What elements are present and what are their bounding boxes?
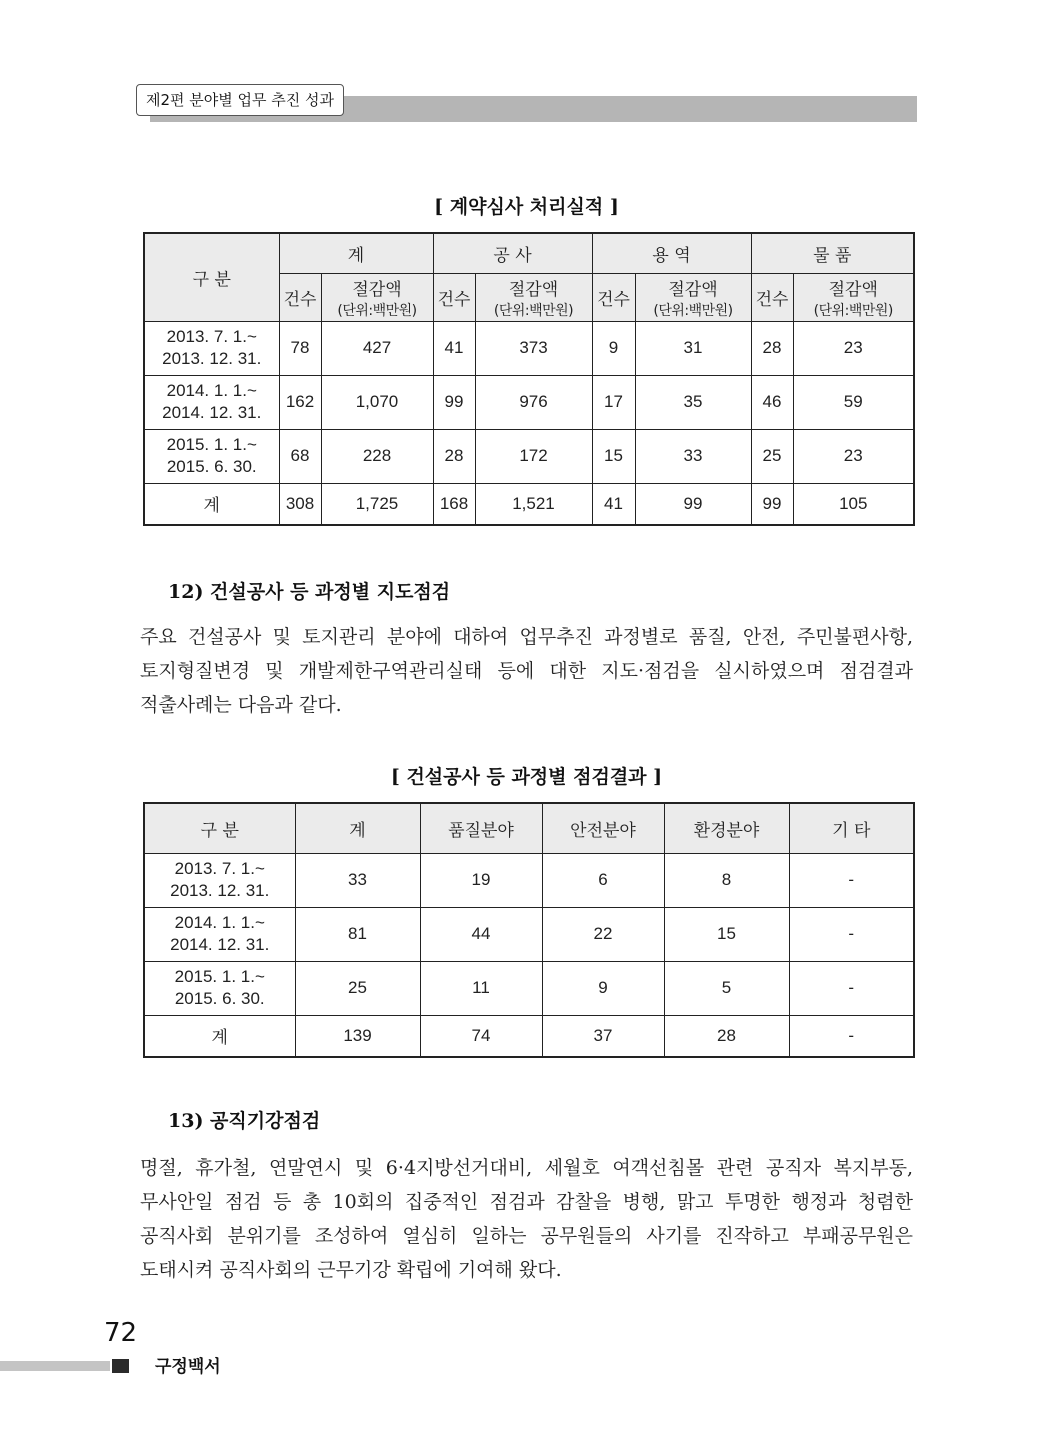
cell: 9 <box>542 961 664 1015</box>
table-row <box>144 961 914 1015</box>
header-group-construction: 공 사 <box>433 233 592 273</box>
cell: 105 <box>793 483 914 525</box>
cell: 15 <box>664 907 789 961</box>
cell: 23 <box>793 429 914 483</box>
cell: 22 <box>542 907 664 961</box>
cell: 31 <box>635 321 751 375</box>
cell: 68 <box>279 429 321 483</box>
header-amount: 절감액 (단위:백만원) <box>475 273 592 321</box>
header-other: 기 타 <box>789 803 914 853</box>
header-group-goods: 물 품 <box>751 233 914 273</box>
cell: 6 <box>542 853 664 907</box>
header-count: 건수 <box>433 273 475 321</box>
total-row <box>144 1015 914 1057</box>
cell: 976 <box>475 375 592 429</box>
book-title: 구정백서 <box>155 1357 221 1377</box>
period-cell: 2013. 7. 1.~ 2013. 12. 31. <box>144 321 279 375</box>
section-13-title: 13) 공직기강점검 <box>168 1110 321 1132</box>
header-amount: 절감액 (단위:백만원) <box>635 273 751 321</box>
inspection-results-table <box>143 802 915 1058</box>
cell: 308 <box>279 483 321 525</box>
period-cell: 2014. 1. 1.~ 2014. 12. 31. <box>144 907 295 961</box>
cell: - <box>789 853 914 907</box>
table-row <box>144 375 914 429</box>
cell: 37 <box>542 1015 664 1057</box>
cell: 33 <box>295 853 420 907</box>
cell: 427 <box>321 321 433 375</box>
header-count: 건수 <box>592 273 635 321</box>
cell: 9 <box>592 321 635 375</box>
table2-title: [ 건설공사 등 과정별 점검결과 ] <box>390 766 663 788</box>
cell: 1,725 <box>321 483 433 525</box>
cell: 59 <box>793 375 914 429</box>
cell: 74 <box>420 1015 542 1057</box>
table-row <box>144 429 914 483</box>
cell: 46 <box>751 375 793 429</box>
header-count: 건수 <box>279 273 321 321</box>
cell: 11 <box>420 961 542 1015</box>
cell: 99 <box>751 483 793 525</box>
header-amount: 절감액 (단위:백만원) <box>321 273 433 321</box>
section-13-paragraph: 명절, 휴가철, 연말연시 및 6·4지방선거대비, 세월호 여객선침몰 관련 공직자 복지부동, 무사안일 점검 등 총 10회의 집중적인 점검과 감찰을 병행, 맑고 투명한 행정과 청렴한 공직사회 분위기를 조성하여 열심히 일하는 공무원들의 사기를 진작하고 부패공무원은 도태시켜 공직사회의 근무기강 확립에 기여해 왔다. <box>140 1157 913 1281</box>
total-label: 계 <box>144 1015 295 1057</box>
cell: 44 <box>420 907 542 961</box>
cell: 162 <box>279 375 321 429</box>
cell: 35 <box>635 375 751 429</box>
cell: 99 <box>635 483 751 525</box>
chapter-header: 제2편 분야별 업무 추진 성과 <box>136 84 344 116</box>
cell: 228 <box>321 429 433 483</box>
cell: 99 <box>433 375 475 429</box>
cell: - <box>789 961 914 1015</box>
cell: 17 <box>592 375 635 429</box>
cell: 25 <box>751 429 793 483</box>
table-row <box>144 853 914 907</box>
header-count: 건수 <box>751 273 793 321</box>
header-group-total: 계 <box>279 233 433 273</box>
table-row <box>144 907 914 961</box>
header-amount: 절감액 (단위:백만원) <box>793 273 914 321</box>
cell: 373 <box>475 321 592 375</box>
period-cell: 2013. 7. 1.~ 2013. 12. 31. <box>144 853 295 907</box>
header-total: 계 <box>295 803 420 853</box>
period-cell: 2014. 1. 1.~ 2014. 12. 31. <box>144 375 279 429</box>
cell: 5 <box>664 961 789 1015</box>
cell: 19 <box>420 853 542 907</box>
cell: 23 <box>793 321 914 375</box>
cell: 33 <box>635 429 751 483</box>
cell: 172 <box>475 429 592 483</box>
cell: 28 <box>433 429 475 483</box>
cell: 78 <box>279 321 321 375</box>
cell: - <box>789 1015 914 1057</box>
footer-bar <box>0 1361 110 1371</box>
table-row <box>144 321 914 375</box>
cell: 15 <box>592 429 635 483</box>
header-environment: 환경분야 <box>664 803 789 853</box>
header-division: 구 분 <box>144 233 279 321</box>
contract-review-table <box>143 232 915 526</box>
total-row <box>144 483 914 525</box>
cell: 8 <box>664 853 789 907</box>
period-cell: 2015. 1. 1.~ 2015. 6. 30. <box>144 961 295 1015</box>
header-division: 구 분 <box>144 803 295 853</box>
cell: 81 <box>295 907 420 961</box>
cell: 41 <box>433 321 475 375</box>
cell: 25 <box>295 961 420 1015</box>
cell: 1,070 <box>321 375 433 429</box>
cell: 41 <box>592 483 635 525</box>
footer-square-marker <box>112 1359 129 1373</box>
cell: 168 <box>433 483 475 525</box>
cell: - <box>789 907 914 961</box>
page-number: 72 <box>104 1318 138 1348</box>
section-12-title: 12) 건설공사 등 과정별 지도점검 <box>168 581 451 603</box>
cell: 28 <box>664 1015 789 1057</box>
header-group-service: 용 역 <box>592 233 751 273</box>
period-cell: 2015. 1. 1.~ 2015. 6. 30. <box>144 429 279 483</box>
cell: 139 <box>295 1015 420 1057</box>
cell: 1,521 <box>475 483 592 525</box>
cell: 28 <box>751 321 793 375</box>
section-12-paragraph: 주요 건설공사 및 토지관리 분야에 대하여 업무추진 과정별로 품질, 안전, 주민불편사항, 토지형질변경 및 개발제한구역관리실태 등에 대한 지도·점검을 실시하였으며 점검결과 적출사례는 다음과 같다. <box>140 626 913 716</box>
header-quality: 품질분야 <box>420 803 542 853</box>
total-label: 계 <box>144 483 279 525</box>
header-safety: 안전분야 <box>542 803 664 853</box>
table1-title: [ 계약심사 처리실적 ] <box>434 196 619 218</box>
